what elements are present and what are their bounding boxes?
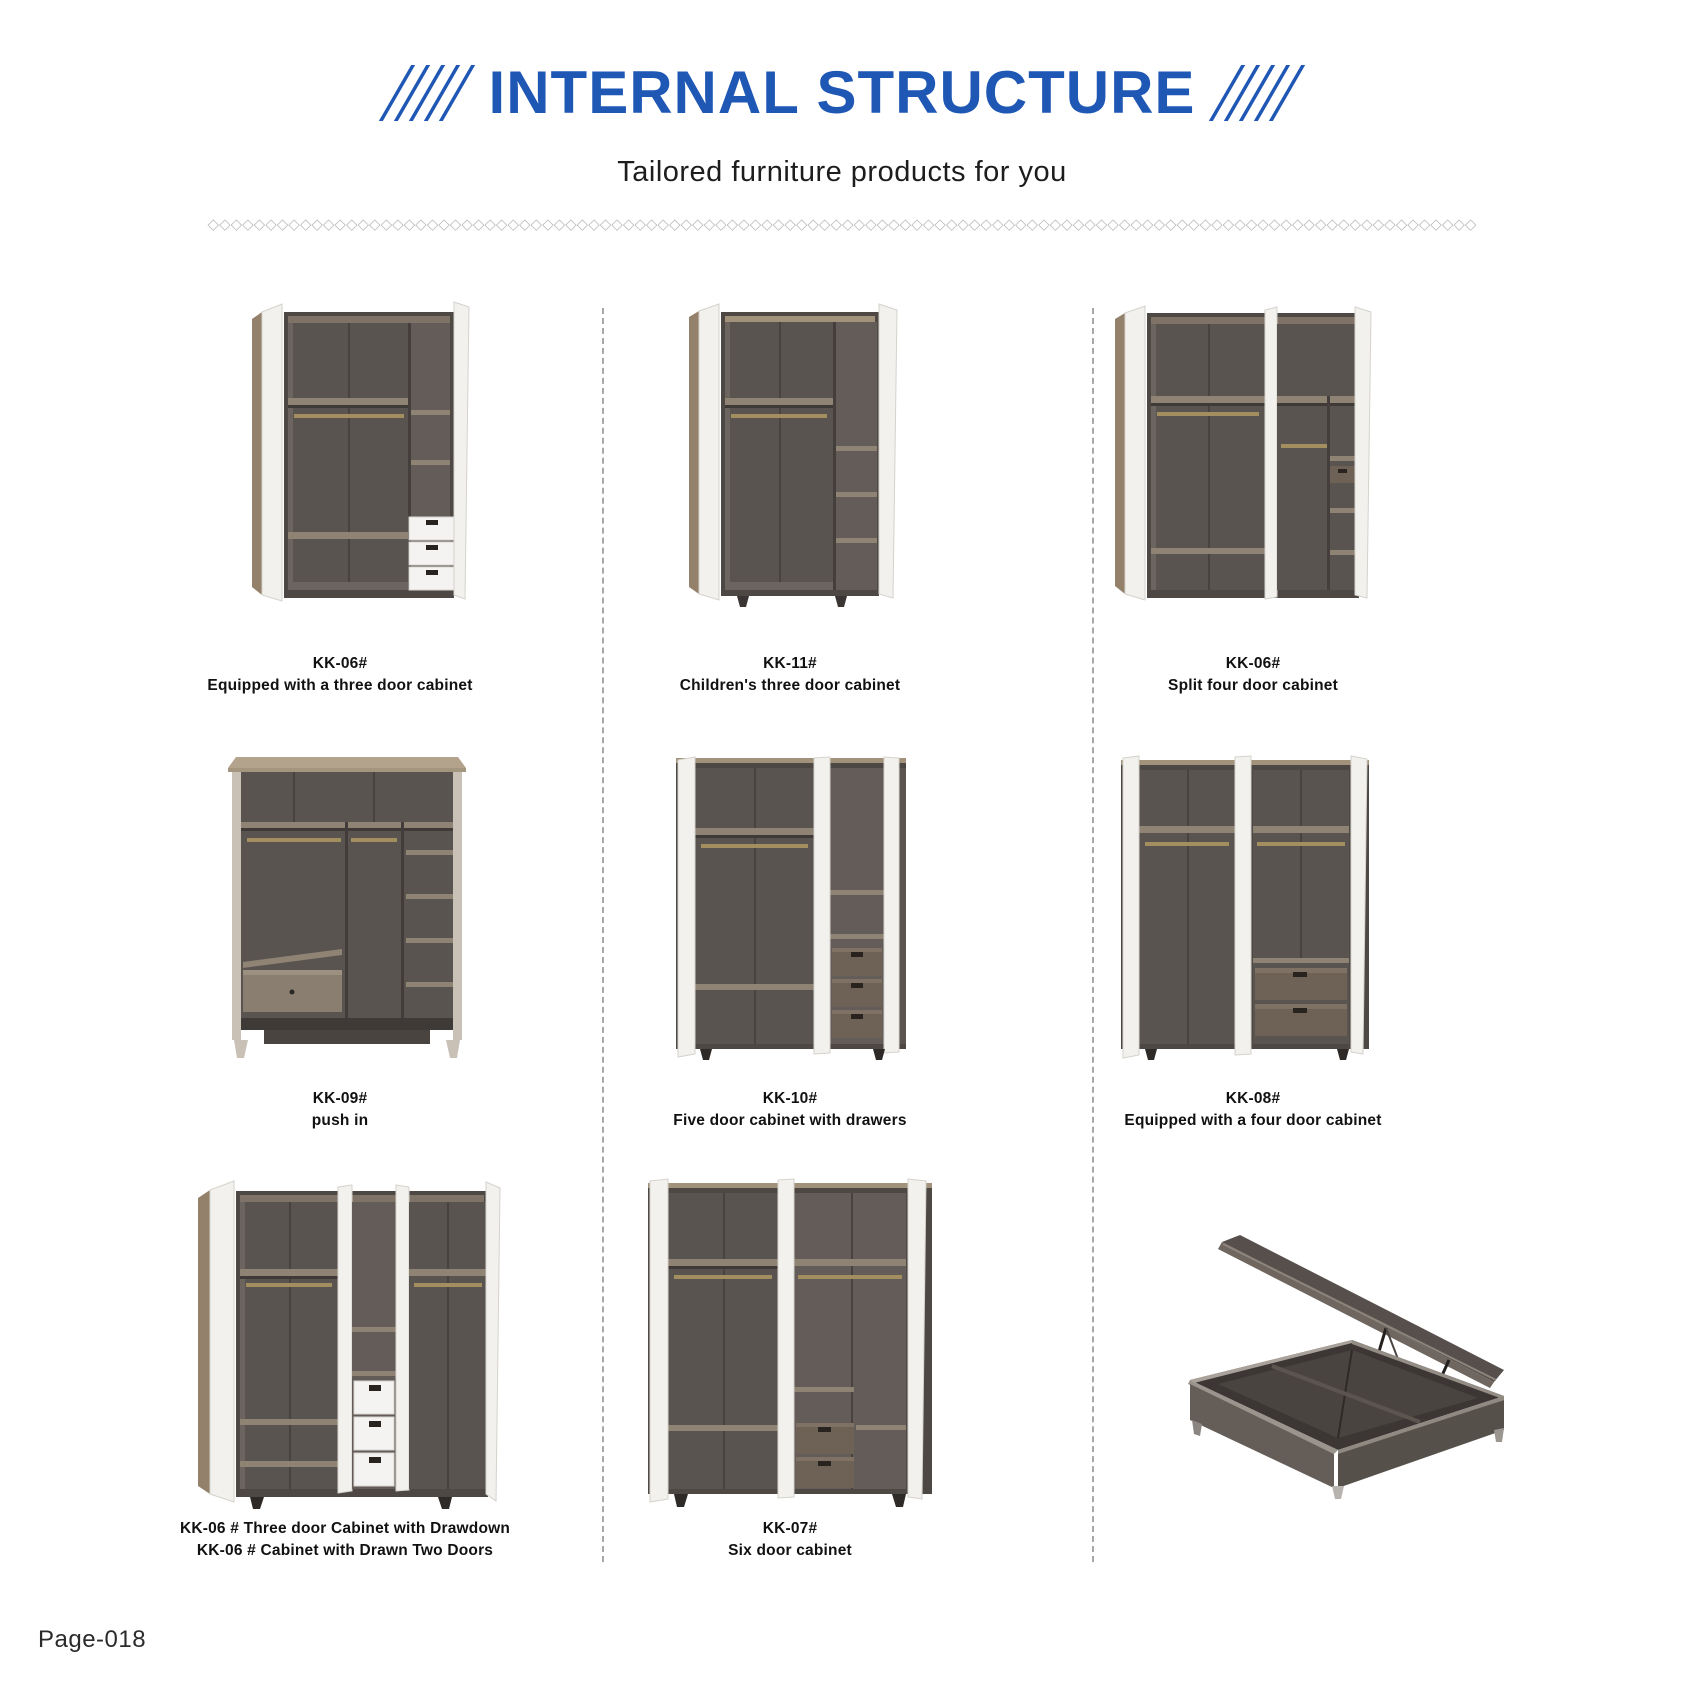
page-title: INTERNAL STRUCTURE <box>488 59 1196 126</box>
product-description: Six door cabinet <box>728 1542 852 1559</box>
product-model: KK-06 # Three door Cabinet with Drawdown <box>179 1520 511 1537</box>
product-model: KK-06# <box>1225 655 1281 672</box>
wardrobe-three-door-with-side-drawers-illustration <box>250 298 470 613</box>
wardrobe-push-in-illustration <box>224 752 469 1067</box>
lift-up-storage-bed-illustration <box>1160 1230 1510 1505</box>
slash-mark <box>1269 65 1305 121</box>
wardrobe-split-four-door-illustration <box>1113 298 1378 613</box>
product-caption <box>490 1518 1090 1562</box>
page-subtitle: Tailored furniture products for you <box>617 156 1067 188</box>
product-caption <box>953 653 1553 697</box>
diamond-divider: ◇◇◇◇◇◇◇◇◇◇◇◇◇◇◇◇◇◇◇◇◇◇◇◇◇◇◇◇◇◇◇◇◇◇◇◇◇◇◇◇◇◇◇◇◇◇◇◇◇◇◇◇◇◇◇◇◇◇◇◇◇◇◇◇◇◇◇◇◇◇◇◇◇◇◇◇◇◇◇◇◇◇◇◇◇◇◇◇◇◇◇◇◇◇◇◇◇◇◇◇◇◇◇◇◇◇◇◇◇◇ <box>207 216 1477 233</box>
product-description: Split four door cabinet <box>1168 677 1338 694</box>
product-model: KK-07# <box>762 1520 818 1537</box>
title-slashes-right <box>1225 63 1289 123</box>
page-header <box>0 58 1684 127</box>
product-description: Equipped with a four door cabinet <box>1124 1112 1382 1129</box>
product-description: Children's three door cabinet <box>679 677 901 694</box>
product-model: KK-11# <box>763 655 817 672</box>
wardrobe-children-three-door-illustration <box>685 298 900 613</box>
product-model: KK-10# <box>762 1090 818 1107</box>
page-number: Page-018 <box>38 1626 147 1653</box>
product-model: KK-06# <box>312 655 368 672</box>
wardrobe-four-door-illustration <box>1115 752 1375 1067</box>
product-description: Equipped with a three door cabinet <box>207 677 473 694</box>
product-model: KK-08# <box>1225 1090 1281 1107</box>
product-description: KK-06 # Cabinet with Drawn Two Doors <box>196 1542 494 1559</box>
product-description: push in <box>311 1112 369 1129</box>
wardrobe-three-door-drawdown-illustration <box>192 1175 502 1515</box>
wardrobe-five-door-with-drawers-illustration <box>668 752 913 1067</box>
product-model: KK-09# <box>312 1090 368 1107</box>
column-divider <box>1092 308 1094 1562</box>
product-description: Five door cabinet with drawers <box>673 1112 907 1129</box>
product-caption <box>953 1088 1553 1132</box>
column-divider <box>602 308 604 1562</box>
title-slashes-left <box>395 63 459 123</box>
wardrobe-six-door-illustration <box>640 1175 940 1515</box>
